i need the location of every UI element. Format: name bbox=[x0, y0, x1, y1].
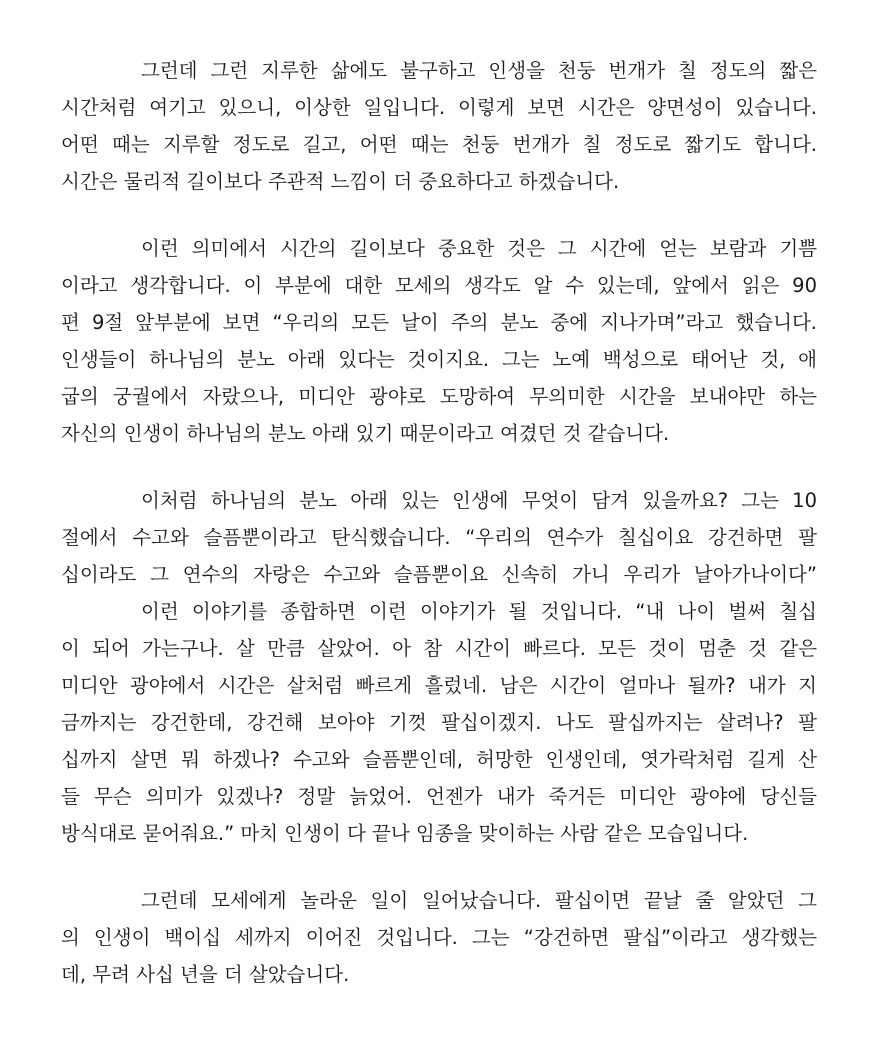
text-line: 인생들이 하나님의 분노 아래 있다는 것이지요. 그는 노예 백성으로 태어난 것, 애 bbox=[61, 348, 817, 371]
paragraph-spacer bbox=[61, 200, 817, 230]
text-line: 그런데 모세에게 놀라운 일이 일어났습니다. 팔십이면 끝날 줄 알았던 그 bbox=[141, 889, 817, 912]
text-line: 이런 의미에서 시간의 길이보다 중요한 것은 그 시간에 얻는 보람과 기쁨 bbox=[141, 237, 817, 260]
text-line: 시간처럼 여기고 있으니, 이상한 일입니다. 이렇게 보면 시간은 양면성이 있습니다. bbox=[61, 96, 817, 119]
text-line: 이런 이야기를 종합하면 이런 이야기가 될 것입니다. “내 나이 벌써 칠십 bbox=[141, 600, 817, 623]
text-line: 절에서 수고와 슬픔뿐이라고 탄식했습니다. “우리의 연수가 칠십이요 강건하면 팔 bbox=[61, 526, 817, 549]
paragraph-spacer bbox=[61, 452, 817, 482]
paragraph-1 bbox=[61, 52, 817, 200]
document-page bbox=[61, 52, 817, 993]
text-line: 데, 무려 사십 년을 더 살았습니다. bbox=[61, 963, 350, 986]
text-line: 굽의 궁궐에서 자랐으나, 미디안 광야로 도망하여 무의미한 시간을 보내야만 하는 bbox=[61, 385, 817, 408]
text-line: 이라고 생각합니다. 이 부분에 대한 모세의 생각도 알 수 있는데, 앞에서 읽은 90 bbox=[61, 274, 817, 297]
paragraph-4 bbox=[61, 593, 817, 852]
text-line: 어떤 때는 지루할 정도로 길고, 어떤 때는 천둥 번개가 칠 정도로 짧기도 합니다. bbox=[61, 133, 817, 156]
paragraph-spacer bbox=[61, 852, 817, 882]
text-line: 편 9절 앞부분에 보면 “우리의 모든 날이 주의 분노 중에 지나가며”라고 했습니다. bbox=[61, 311, 817, 334]
text-line: 자신의 인생이 하나님의 분노 아래 있기 때문이라고 여겼던 것 같습니다. bbox=[61, 422, 670, 445]
text-line: 금까지는 강건한데, 강건해 보아야 기껏 팔십이겠지. 나도 팔십까지는 살려나? 팔 bbox=[61, 711, 817, 734]
text-line: 십까지 살면 뭐 하겠나? 수고와 슬픔뿐인데, 허망한 인생인데, 엿가락처럼 길게 산 bbox=[61, 748, 817, 771]
text-line: 그런데 그런 지루한 삶에도 불구하고 인생을 천둥 번개가 칠 정도의 짧은 bbox=[141, 59, 817, 82]
text-line: 의 인생이 백이십 세까지 이어진 것입니다. 그는 “강건하면 팔십”이라고 생각했는 bbox=[61, 926, 817, 949]
text-line: 이처럼 하나님의 분노 아래 있는 인생에 무엇이 담겨 있을까요? 그는 10 bbox=[141, 489, 817, 512]
text-line: 이 되어 가는구나. 살 만큼 살았어. 아 참 시간이 빠르다. 모든 것이 멈춘 것 같은 bbox=[61, 637, 817, 660]
text-line: 미디안 광야에서 시간은 살처럼 빠르게 흘렀네. 남은 시간이 얼마나 될까? 내가 지 bbox=[61, 674, 817, 697]
text-line: 십이라도 그 연수의 자랑은 수고와 슬픔뿐이요 신속히 가니 우리가 날아가나이다” bbox=[61, 563, 817, 586]
text-line: 들 무슨 의미가 있겠나? 정말 늙었어. 언젠가 내가 죽거든 미디안 광야에 당신들 bbox=[61, 785, 817, 808]
text-line: 방식대로 묻어줘요.” 마치 인생이 다 끝나 임종을 맞이하는 사람 같은 모습입니다. bbox=[61, 822, 749, 845]
paragraph-2 bbox=[61, 230, 817, 452]
paragraph-3 bbox=[61, 482, 817, 593]
paragraph-5 bbox=[61, 882, 817, 993]
text-line: 시간은 물리적 길이보다 주관적 느낌이 더 중요하다고 하겠습니다. bbox=[61, 170, 620, 193]
